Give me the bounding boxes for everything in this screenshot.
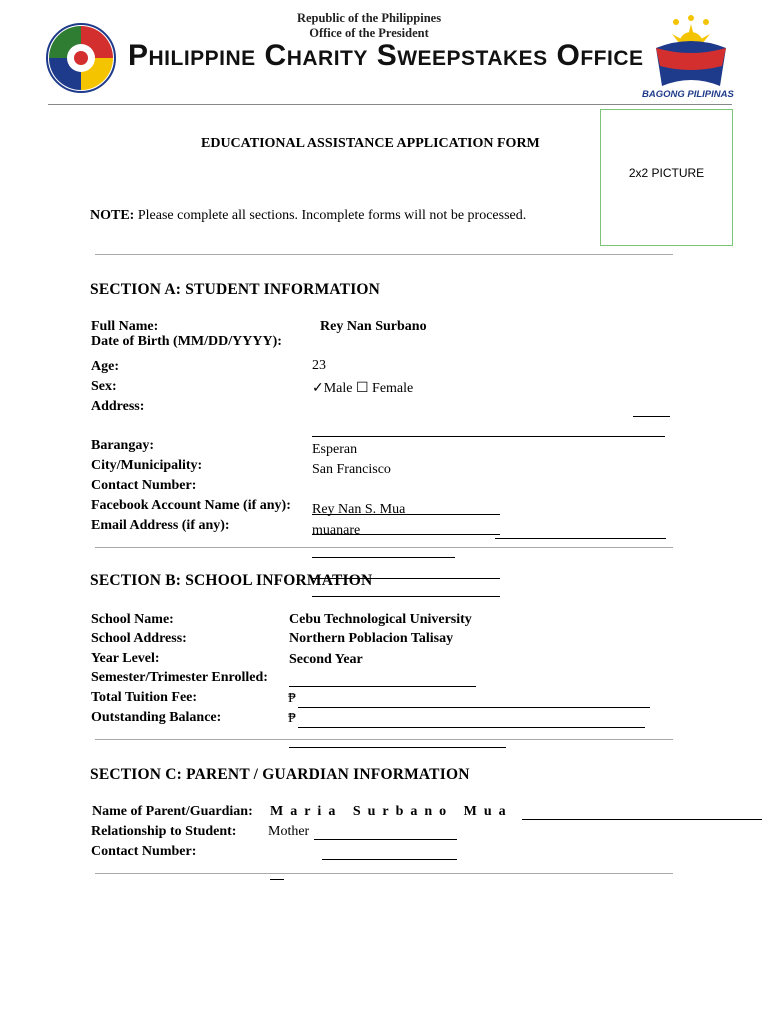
divider-3 [95,739,673,740]
semester-line [289,686,476,687]
agency-name: Philippine Charity Sweepstakes Office [128,39,644,72]
city-label: City/Municipality: [91,458,203,473]
picture-box [600,109,733,246]
school-name-value: Cebu Technological University [289,612,472,627]
section-b-line-2 [312,596,500,597]
section-a-title: SECTION A: STUDENT INFORMATION [90,281,381,298]
year-level-value: Second Year [289,652,363,667]
sex-value: ✓Male ☐ Female [312,381,414,396]
year-level-label: Year Level: [91,651,160,666]
address-line-1 [633,416,670,417]
parent-name-value: Maria Surbano Mua [270,804,513,819]
parent-name-line [522,819,762,820]
section-b-line-1 [312,578,500,579]
email-label: Email Address (if any): [91,518,230,533]
tuition-line [298,707,650,708]
full-name-value: Rey Nan Surbano [320,319,427,334]
school-address-value: Northern Poblacion Talisay [289,631,454,646]
facebook-line [312,514,500,515]
dob-label: Date of Birth (MM/DD/YYYY): [91,334,282,349]
balance-label: Outstanding Balance: [91,710,222,725]
note-text: Please complete all sections. Incomplete forms will not be processed. [137,208,527,223]
tuition-peso-sign: ₱ [288,691,296,706]
section-b-title: SECTION B: SCHOOL INFORMATION [90,572,373,589]
note-label: NOTE: [90,208,135,223]
email-line-2 [495,538,666,539]
divider-1 [95,254,673,255]
address-line-2 [312,436,665,437]
bagong-pilipinas-logo [642,14,734,102]
parent-contact-line [322,859,457,860]
parent-contact-label: Contact Number: [91,844,197,859]
facebook-value: Rey Nan S. Mua [312,502,406,517]
full-name-label: Full Name: [91,319,159,334]
sex-label: Sex: [91,379,117,394]
form-title: EDUCATIONAL ASSISTANCE APPLICATION FORM [201,136,540,151]
relationship-line [314,839,457,840]
facebook-label: Facebook Account Name (if any): [91,498,291,513]
school-address-label: School Address: [91,631,187,646]
tuition-label: Total Tuition Fee: [91,690,198,705]
semester-label: Semester/Trimester Enrolled: [91,670,268,685]
picture-box-label: 2x2 PICTURE [628,166,705,180]
divider-4 [95,873,673,874]
contact-number-label: Contact Number: [91,478,197,493]
relationship-value: Mother [268,824,310,839]
school-name-label: School Name: [91,612,174,627]
barangay-label: Barangay: [91,438,154,453]
section-c-title: SECTION C: PARENT / GUARDIAN INFORMATION [90,766,470,783]
city-value: San Francisco [312,462,391,477]
relationship-label: Relationship to Student: [91,824,237,839]
address-label: Address: [91,399,145,414]
balance-line-2 [289,747,506,748]
balance-peso-sign: ₱ [288,711,296,726]
bagong-pilipinas-emblem [650,14,732,90]
email-line-1 [312,534,500,535]
trailing-line [270,879,284,880]
age-label: Age: [91,359,119,374]
office-president-line: Office of the President [309,26,429,40]
bagong-pilipinas-text: BAGONG PILIPINAS [642,89,734,100]
barangay-value: Esperan [312,442,358,457]
note [90,208,526,224]
email-value: muanare [312,523,361,538]
parent-name-label: Name of Parent/Guardian: [92,804,253,819]
republic-line: Republic of the Philippines [296,11,442,25]
email-line-3 [312,557,455,558]
age-value: 23 [312,358,326,373]
header-divider [48,104,732,105]
balance-line [298,727,645,728]
divider-2 [95,547,673,548]
